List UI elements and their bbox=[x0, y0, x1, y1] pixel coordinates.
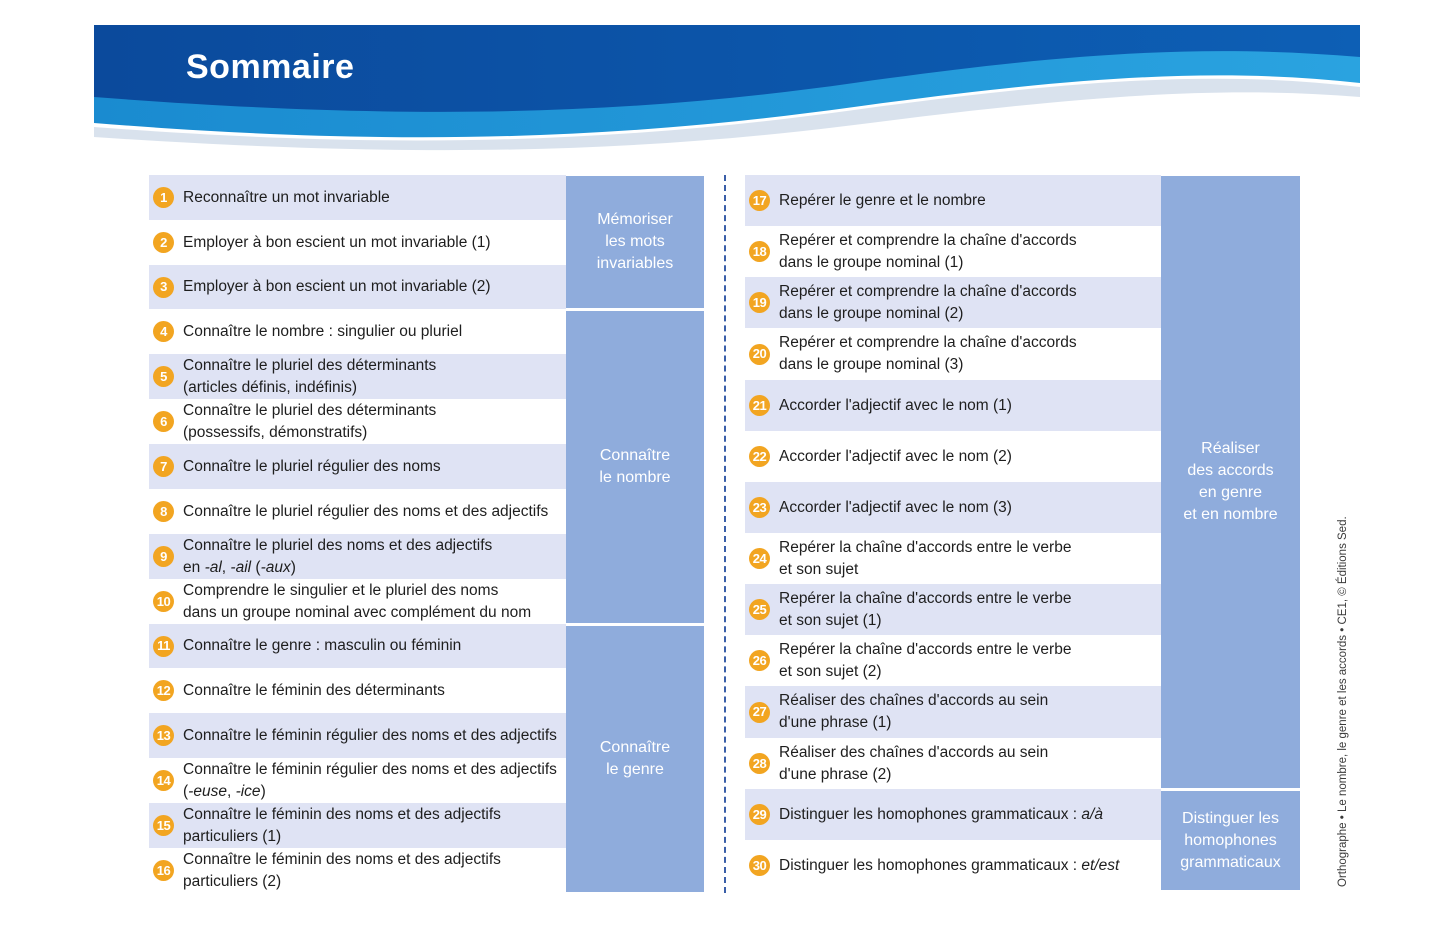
lesson-number-badge: 10 bbox=[153, 591, 174, 612]
lesson-item-23[interactable] bbox=[745, 482, 1161, 533]
lesson-item-16[interactable] bbox=[149, 848, 566, 893]
lesson-number-badge: 2 bbox=[153, 232, 174, 253]
lesson-number-badge: 21 bbox=[749, 395, 770, 416]
lesson-item-15[interactable] bbox=[149, 803, 566, 848]
category-label: Mémoriser les mots invariables bbox=[596, 211, 674, 272]
lesson-title: Employer à bon escient un mot invariable (2) bbox=[183, 278, 491, 295]
lesson-item-2[interactable] bbox=[149, 220, 566, 265]
lesson-title: Connaître le pluriel régulier des noms bbox=[183, 457, 441, 475]
lesson-item-21[interactable] bbox=[745, 380, 1161, 431]
lesson-title: Repérer et comprendre la chaîne d'accords dans le groupe nominal (1) bbox=[779, 231, 1077, 271]
category-label: Connaître le nombre bbox=[599, 447, 671, 486]
lesson-title: Comprendre le singulier et le pluriel des noms dans un groupe nominal avec complément du nom bbox=[183, 581, 532, 621]
lesson-item-14[interactable] bbox=[149, 758, 566, 803]
lesson-title: Réaliser des chaînes d'accords au sein d'une phrase (1) bbox=[779, 692, 1049, 731]
category-block-2 bbox=[1161, 791, 1300, 890]
lesson-number-badge: 28 bbox=[749, 753, 770, 774]
lesson-title: Repérer la chaîne d'accords entre le verbe et son sujet (2) bbox=[779, 640, 1072, 680]
lesson-number-badge: 24 bbox=[749, 548, 770, 569]
category-block-3 bbox=[566, 626, 704, 892]
lesson-number-badge: 22 bbox=[749, 446, 770, 467]
lesson-item-29[interactable] bbox=[745, 789, 1161, 840]
lesson-number-badge: 6 bbox=[153, 411, 174, 432]
lesson-title: Connaître le pluriel des déterminants (possessifs, démonstratifs) bbox=[183, 401, 437, 441]
lesson-number-badge: 29 bbox=[749, 804, 770, 825]
column-divider bbox=[724, 175, 726, 893]
lesson-item-5[interactable] bbox=[149, 354, 566, 399]
lesson-title: Connaître le féminin des noms et des adjectifs particuliers (1) bbox=[183, 805, 501, 845]
side-credit: Orthographe • Le nombre, le genre et les accords • CE1, © Éditions Sed. bbox=[1337, 516, 1349, 887]
lesson-item-18[interactable] bbox=[745, 226, 1161, 277]
lesson-number-badge: 5 bbox=[153, 366, 174, 387]
lesson-title: Distinguer les homophones grammaticaux : a/à bbox=[779, 805, 1103, 823]
lesson-item-4[interactable] bbox=[149, 309, 566, 354]
lesson-number-badge: 23 bbox=[749, 497, 770, 518]
category-label: Connaître le genre bbox=[599, 739, 671, 778]
lesson-title: Repérer le genre et le nombre bbox=[779, 191, 986, 209]
category-label: Réaliser des accords en genre et en nombre bbox=[1183, 440, 1278, 523]
lesson-number-badge: 7 bbox=[153, 456, 174, 477]
lesson-item-27[interactable] bbox=[745, 686, 1161, 738]
lesson-number-badge: 14 bbox=[153, 770, 174, 791]
lesson-title: Connaître le nombre : singulier ou pluriel bbox=[183, 322, 463, 340]
lesson-item-9[interactable] bbox=[149, 534, 566, 579]
lesson-item-8[interactable] bbox=[149, 489, 566, 534]
lesson-title: Connaître le pluriel des déterminants (articles définis, indéfinis) bbox=[183, 356, 437, 396]
lesson-title: Accorder l'adjectif avec le nom (2) bbox=[779, 447, 1012, 465]
lesson-title: Connaître le féminin régulier des noms et des adjectifs bbox=[183, 726, 557, 744]
lesson-item-19[interactable] bbox=[745, 277, 1161, 328]
lesson-item-13[interactable] bbox=[149, 713, 566, 758]
lesson-item-7[interactable] bbox=[149, 444, 566, 489]
lesson-number-badge: 26 bbox=[749, 650, 770, 671]
lesson-number-badge: 8 bbox=[153, 501, 174, 522]
category-block-1 bbox=[1161, 176, 1300, 788]
lesson-number-badge: 16 bbox=[153, 860, 174, 881]
lesson-item-12[interactable] bbox=[149, 668, 566, 713]
lesson-number-badge: 12 bbox=[153, 680, 174, 701]
lesson-item-3[interactable] bbox=[149, 265, 566, 309]
lesson-title: Réaliser des chaînes d'accords au sein d'une phrase (2) bbox=[779, 743, 1049, 783]
lesson-item-25[interactable] bbox=[745, 584, 1161, 635]
lesson-title: Employer à bon escient un mot invariable (1) bbox=[183, 233, 491, 251]
lesson-title: Repérer la chaîne d'accords entre le verbe et son sujet (1) bbox=[779, 589, 1072, 629]
category-label: Distinguer les homophones grammaticaux bbox=[1180, 809, 1281, 871]
lesson-number-badge: 18 bbox=[749, 241, 770, 262]
lesson-number-badge: 4 bbox=[153, 321, 174, 342]
lesson-number-badge: 13 bbox=[153, 725, 174, 746]
lesson-item-17[interactable] bbox=[745, 175, 1161, 226]
lesson-item-10[interactable] bbox=[149, 579, 566, 624]
lesson-number-badge: 20 bbox=[749, 344, 770, 365]
page-title: Sommaire bbox=[186, 48, 355, 86]
lesson-title: Connaître le féminin des noms et des adjectifs particuliers (2) bbox=[183, 850, 501, 890]
lesson-item-26[interactable] bbox=[745, 635, 1161, 686]
lesson-number-badge: 9 bbox=[153, 546, 174, 567]
category-block-2 bbox=[566, 311, 704, 623]
lesson-number-badge: 1 bbox=[153, 187, 174, 208]
lesson-title: Accorder l'adjectif avec le nom (3) bbox=[779, 498, 1012, 516]
lesson-number-badge: 17 bbox=[749, 190, 770, 211]
lesson-title: Repérer et comprendre la chaîne d'accords dans le groupe nominal (3) bbox=[779, 334, 1077, 373]
lesson-number-badge: 3 bbox=[153, 277, 174, 298]
lesson-item-11[interactable] bbox=[149, 624, 566, 668]
lesson-title: Connaître le pluriel des noms et des adjectifs en -al, -ail (-aux) bbox=[183, 536, 493, 576]
lesson-item-24[interactable] bbox=[745, 533, 1161, 584]
lesson-title: Connaître le pluriel régulier des noms et des adjectifs bbox=[183, 502, 549, 520]
lesson-item-30[interactable] bbox=[745, 840, 1161, 891]
lesson-item-1[interactable] bbox=[149, 175, 566, 220]
lesson-number-badge: 25 bbox=[749, 599, 770, 620]
category-block-1 bbox=[566, 176, 704, 308]
lesson-title: Connaître le féminin régulier des noms et des adjectifs (-euse, -ice) bbox=[183, 760, 557, 800]
lesson-number-badge: 19 bbox=[749, 292, 770, 313]
lesson-title: Connaître le féminin des déterminants bbox=[183, 681, 445, 699]
lesson-number-badge: 15 bbox=[153, 815, 174, 836]
lesson-item-22[interactable] bbox=[745, 431, 1161, 482]
lesson-number-badge: 30 bbox=[749, 855, 770, 876]
lesson-item-20[interactable] bbox=[745, 328, 1161, 380]
lesson-title: Reconnaître un mot invariable bbox=[183, 188, 390, 206]
lesson-title: Accorder l'adjectif avec le nom (1) bbox=[779, 396, 1012, 414]
lesson-number-badge: 11 bbox=[153, 636, 174, 657]
lesson-title: Distinguer les homophones grammaticaux : et/est bbox=[779, 856, 1120, 874]
lesson-title: Repérer et comprendre la chaîne d'accords dans le groupe nominal (2) bbox=[779, 282, 1077, 322]
lesson-item-28[interactable] bbox=[745, 738, 1161, 789]
lesson-item-6[interactable] bbox=[149, 399, 566, 444]
lesson-title: Repérer la chaîne d'accords entre le verbe et son sujet bbox=[779, 538, 1072, 578]
header-banner bbox=[94, 25, 1360, 155]
lesson-number-badge: 27 bbox=[749, 702, 770, 723]
wave-decoration bbox=[94, 25, 1360, 155]
lesson-title: Connaître le genre : masculin ou féminin bbox=[183, 637, 462, 654]
